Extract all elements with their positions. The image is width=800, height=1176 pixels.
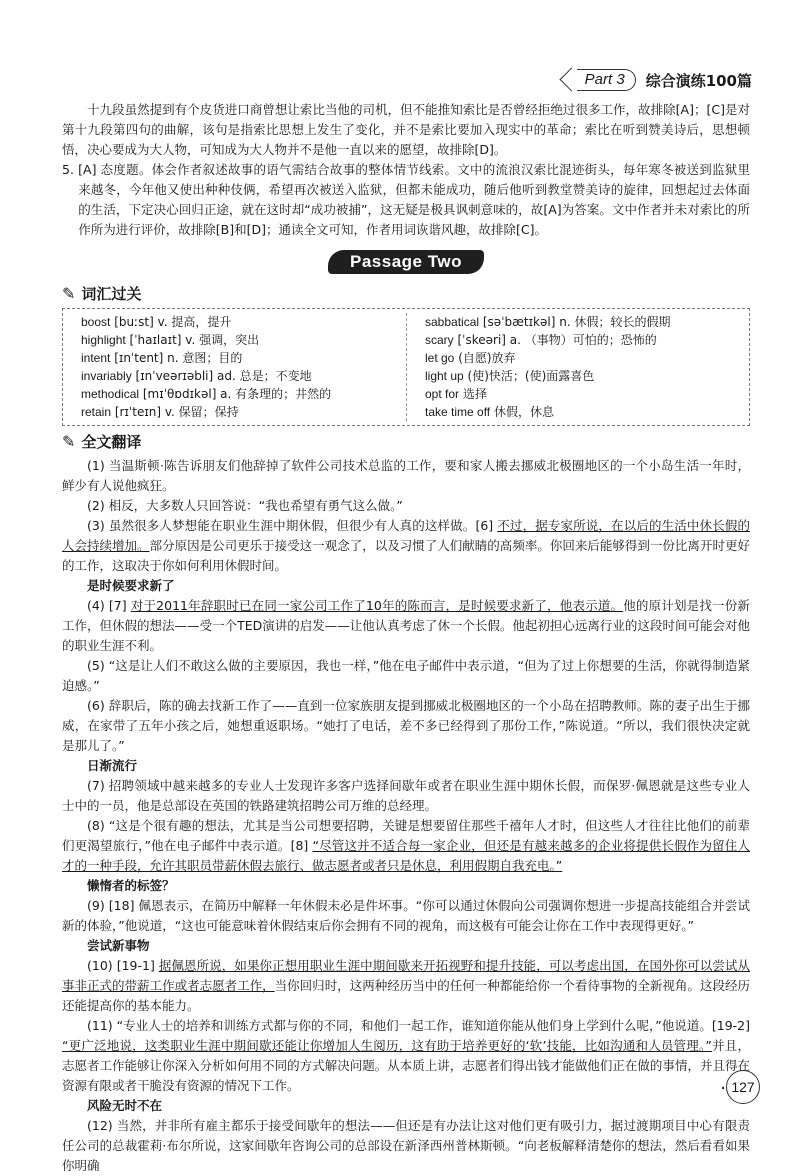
subheading: 是时候要求新了 xyxy=(87,578,175,593)
vocab-entry: intent [ɪnˈtent] n. 意图；目的 xyxy=(81,351,243,365)
vocab-table xyxy=(62,308,750,426)
translation-paragraph: (7) 招聘领域中越来越多的专业人士发现许多客户选择间歇年或者在职业生涯中期休长假，而保罗·佩恩就是这些专业人士中的一员，他是总部设在英国的铁路建筑招聘公司万维的总经理。 xyxy=(62,778,750,813)
section-title: 综合演练100篇 xyxy=(645,71,752,90)
translation-paragraph: (10) [19-1] 据佩恩所说，如果你正想用职业生涯中期间歇来开拓视野和提升技能，可以考虑出国，在国外你可以尝试从事非正式的带薪工作或者志愿者工作，当你回归时，这两种经历当中的任何一种都能给你一个看待事物的全新视角。这段经历还能提高你的基本能力。 xyxy=(62,958,750,1013)
running-header xyxy=(577,68,752,92)
translation-paragraph: (2) 相反，大多数人只回答说：“我也希望有勇气这么做。” xyxy=(87,498,403,513)
subheading: 懒惰者的标签？ xyxy=(87,878,175,893)
vocab-entry: boost [buːst] v. 提高，提升 xyxy=(81,315,232,329)
vocab-heading-text: 词汇过关 xyxy=(81,285,142,303)
translation-paragraph: (9) [18] 佩恩表示，在简历中解释一年休假未必是件坏事。“你可以通过休假向公司强调你想进一步提高技能组合并尝试新的体验，”他说道，“这也可能意味着休假结束后你会拥有不同的视角，而这极有可能会让你在工作中表现得更好。” xyxy=(62,898,750,933)
translation-heading-text: 全文翻译 xyxy=(81,433,142,451)
page-dots-decoration: · xyxy=(720,1078,728,1099)
vocab-entry: highlight [ˈhaɪlaɪt] v. 强调，突出 xyxy=(81,333,260,347)
vocab-entry: opt for 选择 xyxy=(425,387,487,401)
translation-paragraph: (4) [7] 对于2011年辞职时已在同一家公司工作了10年的陈而言，是时候要求新了，他表示道。他的原计划是找一份新工作，但休假的想法——受一个TED演讲的启发——让他认真考虑了休一个长假。他起初担心远离行业的这段时间可能会对他的职业生涯不利。 xyxy=(62,598,750,653)
pencil-icon: ✎ xyxy=(62,432,76,451)
subheading: 风险无时不在 xyxy=(87,1098,163,1113)
answer-item-5: 5. [A] 态度题。体会作者叙述故事的语气需结合故事的整体情节线索。文中的流浪汉索比混迹街头，每年寒冬被送到监狱里来越冬，今年他又使出种种伎俩，希望再次被送入监狱，但都未能成功，随后他听到教堂赞美诗的旋律，回想起过去体面的生活，下定决心回归正途，就在这时却“成功被捕”，这无疑是极具讽刺意味的，故[A]为答案。文中作者并未对索比的所作所为进行评价，故排除[B]和[D]；通读全文可知，作者用词诙谐风趣，故排除[C]。 xyxy=(62,162,750,237)
vocab-entry: retain [rɪˈteɪn] v. 保留；保持 xyxy=(81,405,239,419)
vocab-column-right xyxy=(406,313,749,421)
vocab-entry: invariably [ɪnˈveərɪəbli] ad. 总是；不变地 xyxy=(81,369,312,383)
passage-banner xyxy=(62,250,750,274)
page-content xyxy=(62,100,750,1176)
subheading: 日渐流行 xyxy=(87,758,138,773)
answer-paragraph: 十九段虽然提到有个皮货进口商曾想让索比当他的司机，但不能推知索比是否曾经拒绝过很多工作，故排除[A]；[C]是对第十九段第四句的曲解，该句是指索比思想上发生了变化，并不是索比要加入现实中的革命；索比在听到赞美诗后，思想顿悟，决心要成为大人物，可知成为大人物并不是他一直以来的愿望，故排除[D]。 xyxy=(62,102,750,157)
vocab-entry: let go (自愿)放弃 xyxy=(425,351,516,365)
vocab-entry: scary [ˈskeəri] a. （事物）可怕的；恐怖的 xyxy=(425,333,657,347)
subheading: 尝试新事物 xyxy=(87,938,150,953)
part-label: Part 3 xyxy=(577,69,636,91)
translation-paragraph: (5) “这是让人们不敢这么做的主要原因，我也一样，”他在电子邮件中表示道，“但为了过上你想要的生活，你就得制造紧迫感。” xyxy=(62,658,750,693)
vocab-heading xyxy=(62,284,750,304)
translation-paragraph: (6) 辞职后，陈的确去找新工作了——直到一位家族朋友提到挪威北极圈地区的一个小岛在招聘教师。陈的妻子出生于挪威，在家带了五年小孩之后，她想重返职场。“她打了电话，差不多已经得到了那份工作，”陈说道。“所以，我们很快决定就是那儿了。” xyxy=(62,698,750,753)
vocab-entry: methodical [mɪˈθɒdɪkəl] a. 有条理的；井然的 xyxy=(81,387,332,401)
translation-paragraph: (12) 当然，并非所有雇主都乐于接受间歇年的想法——但还是有办法让这对他们更有吸引力，据过渡期项目中心有限责任公司的总裁霍莉·布尔所说，这家间歇年咨询公司的总部设在新泽西州普林斯顿。“向老板解释清楚你的想法，然后看看如果你明确 xyxy=(62,1118,750,1173)
vocab-column-left xyxy=(63,313,406,421)
pencil-icon: ✎ xyxy=(62,284,76,303)
vocab-entry: take time off 休假，休息 xyxy=(425,405,554,419)
passage-title: Passage Two xyxy=(328,250,484,274)
translation-paragraph: (3) 虽然很多人梦想能在职业生涯中期休假，但很少有人真的这样做。[6] 不过，据专家所说，在以后的生活中休长假的人会持续增加。部分原因是公司更乐于接受这一观念了，以及习惯了人们献睛的高频率。你回来后能够得到一份比离开时更好的工作，这取决于你如何利用休假时间。 xyxy=(62,518,750,573)
translation-paragraph: (1) 当温斯顿·陈告诉朋友们他辞掉了软件公司技术总监的工作，要和家人搬去挪威北极圈地区的一个小岛生活一年时，鲜少有人说他疯狂。 xyxy=(62,458,750,493)
translation-paragraph: (11) “专业人士的培养和训练方式都与你的不同，和他们一起工作，谁知道你能从他们身上学到什么呢，”他说道。[19-2] “更广泛地说，这类职业生涯中期间歇还能让你增加人生阅历，这有助于培养更好的‘软’技能，比如沟通和人员管理。”并且，志愿者工作能够让你深入分析如何用不同的方式解决问题。从本质上讲，志愿者们得出钱才能做他们正在做的事情，并且得在资源有限或者干脆没有资源的情况下工作。 xyxy=(62,1018,750,1093)
translation-heading xyxy=(62,432,750,452)
vocab-entry: sabbatical [səˈbætɪkəl] n. 休假；较长的假期 xyxy=(425,315,671,329)
translation-paragraph: (8) “这是个很有趣的想法，尤其是当公司想要招聘，关键是想要留住那些千禧年人才时，但这些人才往往比他们的前辈们更渴望旅行，”他在电子邮件中表示道。[8] “尽管这并不适合每一家企业，但还是有越来越多的企业将提供长假作为留住人才的一种手段，允许其职员带薪休假去旅行、做志愿者或者只是休息，利用假期自我充电。” xyxy=(62,818,750,873)
vocab-entry: light up (使)快活；(使)面露喜色 xyxy=(425,369,595,383)
page-number: 127 xyxy=(726,1070,760,1104)
